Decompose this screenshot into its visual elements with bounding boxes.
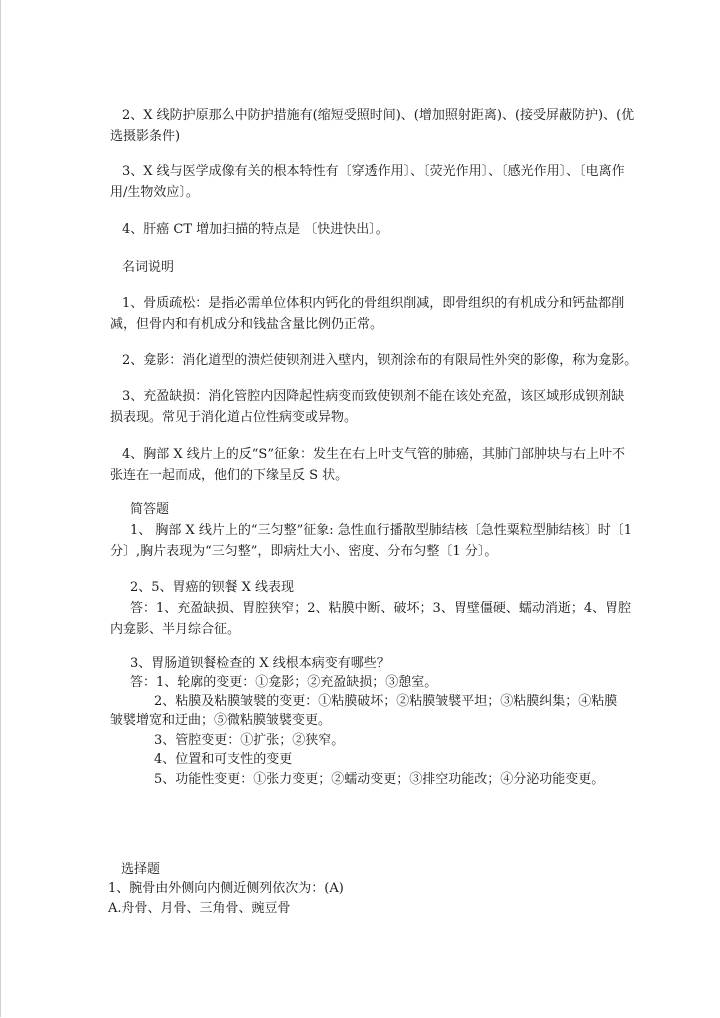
short-answer-q2-title: 2、5、胃癌的钡餐 X 线表现 (130, 580, 295, 595)
terms-heading: 名词说明 (122, 260, 175, 275)
short-answer-q3-line-5: 4、位置和可支性的变更 (154, 752, 293, 767)
short-answer-q1-line1: 1、 胸部 X 线片上的“三匀整”征象: 急性血行播散型肺结核〔急性粟粒型肺结核〕时〔1 (130, 523, 632, 538)
short-answer-q3-line-3: 皱襞增宽和迂曲；⑤微粘膜皱襞变更。 (110, 713, 332, 728)
term-2: 2、龛影：消化道型的溃烂使钡剂进入壁内，钡剂涂布的有限局性外突的影像，称为龛影。 (122, 353, 638, 368)
short-answer-q3-line-4: 3、管腔变更：①扩张；②狭窄。 (154, 733, 345, 748)
term-3-line2: 损表现。常见于消化道占位性病变或异物。 (110, 410, 358, 425)
fill-in-q2-line1: 2、X 线防护原那么中防护措施有(缩短受照时间)、(增加照射距离)、(接受屏蔽防护)、(优 (122, 108, 635, 123)
short-answer-q3-line-6: 5、功能性变更：①张力变更；②蠕动变更；③排空功能改；④分泌功能变更。 (154, 772, 605, 787)
term-1-line2: 减，但骨内和有机成分和钱盐含量比例仍正常。 (110, 317, 384, 332)
term-4-line1: 4、胸部 X 线片上的反“S”征象：发生在右上叶支气管的肺癌，其肺门部肿块与右上叶不 (122, 447, 625, 462)
term-1-line1: 1、骨质疏松：是指必需单位体积内钙化的骨组织削减，即骨组织的有机成分和钙盐都削 (122, 296, 625, 311)
short-answer-q3-title: 3、胃肠道钡餐检查的 X 线根本病变有哪些？ (130, 656, 390, 671)
term-4-line2: 张连在一起而成，他们的下缘呈反 S 状。 (110, 468, 349, 483)
short-answer-q1-line2: 分〕,胸片表现为“三匀整”，即病灶大小、密度、分布匀整〔1 分〕。 (110, 544, 498, 559)
choice-q1: 1、腕骨由外侧向内侧近侧列依次为：(A) (108, 881, 344, 896)
term-3-line1: 3、充盈缺损：消化管腔内因降起性病变而致使钡剂不能在该处充盈，该区域形成钡剂缺 (122, 389, 625, 404)
fill-in-q3-line1: 3、X 线与医学成像有关的根本特性有〔穿透作用〕、〔荧光作用〕、〔感光作用〕、〔电离作 (122, 164, 625, 179)
short-answer-q2-answer-line1: 答：1、充盈缺损、胃腔狭窄；2、粘膜中断、破坏；3、胃壁僵硬、蠕动消逝；4、胃腔 (130, 601, 632, 616)
short-answer-heading: 简答题 (130, 502, 170, 517)
short-answer-q3-line-2: 2、粘膜及粘膜皱襞的变更：①粘膜破坏；②粘膜皱襞平坦；③粘膜纠集；④粘膜 (154, 694, 618, 709)
fill-in-q2-line2: 选摄影条件) (110, 129, 181, 144)
choice-q1-answer: A.舟骨、月骨、三角骨、豌豆骨 (108, 901, 291, 916)
fill-in-q4: 4、肝癌 CT 增加扫描的特点是 〔快进快出〕。 (122, 222, 389, 237)
short-answer-q2-answer-line2: 内龛影、半月综合征。 (110, 622, 241, 637)
fill-in-q3-line2: 用/生物效应〕。 (110, 185, 199, 200)
short-answer-q3-line-1: 答：1、轮廓的变更：①龛影；②充盈缺损；③憩室。 (130, 675, 438, 690)
choice-heading: 选择题 (121, 862, 161, 877)
